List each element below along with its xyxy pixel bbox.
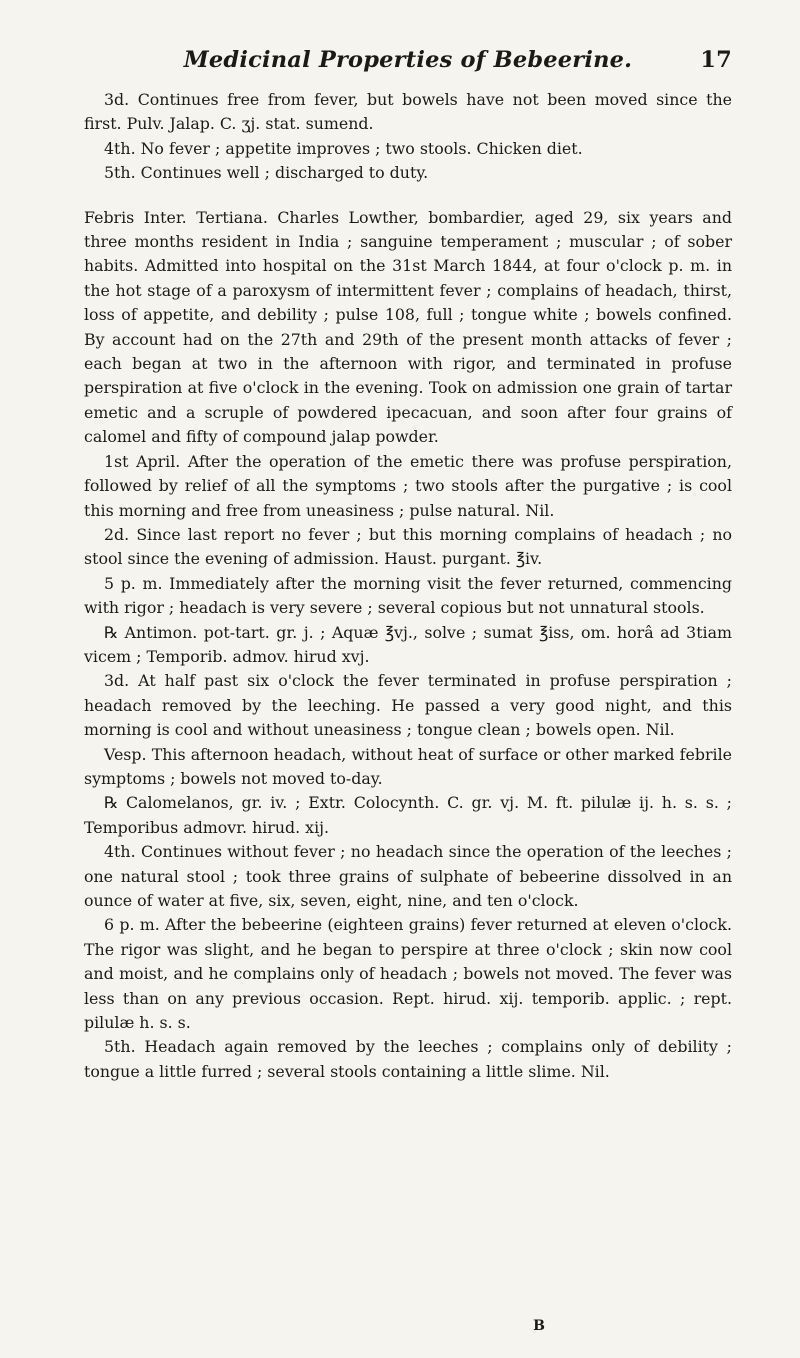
running-head [84,38,732,82]
paragraph-case-heading: Febris Inter. Tertiana. Charles Lowther, bombardier, aged 29, six years and three months resident in India ; sanguine temperament ; muscular ; of sober habits. Admitted into hospital on the 31st March 1844, at four o'clock p. m. in the hot stage of a paroxysm of intermittent fever ; complains of headach, thirst, loss of appetite, and debility ; pulse 108, full ; tongue white ; bowels confined. By account had on the 27th and 29th of the present month attacks of fever ; each began at two in the afternoon with rigor, and terminated in profuse perspiration at five o'clock in the evening. Took on admission one grain of tartar emetic and a scruple of powdered ipecacuan, and soon after four grains of calomel and fifty of compound jalap powder. [84,207,732,447]
paragraph-6: 2d. Since last report no fever ; but this morning complains of headach ; no stool since the evening of admission. Haust. purgant. ℥iv. [84,524,732,569]
paragraph-7: 5 p. m. Immediately after the morning visit the fever returned, commencing with rigor ; headach is very severe ; several copious but not unnatural stools. [84,573,732,618]
paragraph-3: 5th. Continues well ; discharged to duty. [104,163,429,183]
body-text [84,88,732,1084]
paragraph-1: 3d. Continues free from fever, but bowels have not been moved since the first. Pulv. Jalap. C. ʒj. stat. sumend. [84,90,732,134]
paragraph-9: 3d. At half past six o'clock the fever terminated in profuse perspiration ; headach removed by the leeching. He passed a very good night, and this morning is cool and without uneasiness ; tongue clean ; bowels open. Nil. [84,671,732,740]
paragraph-14: 5th. Headach again removed by the leeches ; complains only of debility ; tongue a little furred ; several stools containing a little slime. Nil. [84,1037,732,1081]
signature-mark: B [533,1318,545,1334]
paragraph-5: 1st April. After the operation of the emetic there was profuse perspiration, followed by relief of all the symptoms ; two stools after the purgative ; is cool this morning and free from uneasiness ; pulse natural. Nil. [84,451,732,520]
prescription-1: ℞ Antimon. pot-tart. gr. j. ; Aquæ ℥vj., solve ; sumat ℥iss, om. horâ ad 3tiam vicem ; Temporib. admov. hirud xvj. [84,622,732,666]
running-title: Medicinal Properties of Bebeerine. [183,47,633,73]
paragraph-12: 4th. Continues without fever ; no headach since the operation of the leeches ; one natural stool ; took three grains of sulphate of bebeerine dissolved in an ounce of water at five, six, seven, eight, nine, and ten o'clock. [84,842,732,910]
page-number: 17 [700,47,732,73]
prescription-2: ℞ Calomelanos, gr. iv. ; Extr. Colocynth. C. gr. vj. M. ft. pilulæ ij. h. s. s. ; Temporibus admovr. hirud. xij. [84,793,732,837]
paragraph-13: 6 p. m. After the bebeerine (eighteen grains) fever returned at eleven o'clock. The rigor was slight, and he began to perspire at three o'clock ; skin now cool and moist, and he complains only of headach ; bowels not moved. The fever was less than on any previous occasion. Rept. hirud. xij. temporib. applic. ; rept. pilulæ h. s. s. [84,915,732,1033]
paragraph-2: 4th. No fever ; appetite improves ; two stools. Chicken diet. [104,138,583,158]
paragraph-10: Vesp. This afternoon headach, without heat of surface or other marked febrile symptoms ; bowels not moved to-day. [84,744,732,788]
